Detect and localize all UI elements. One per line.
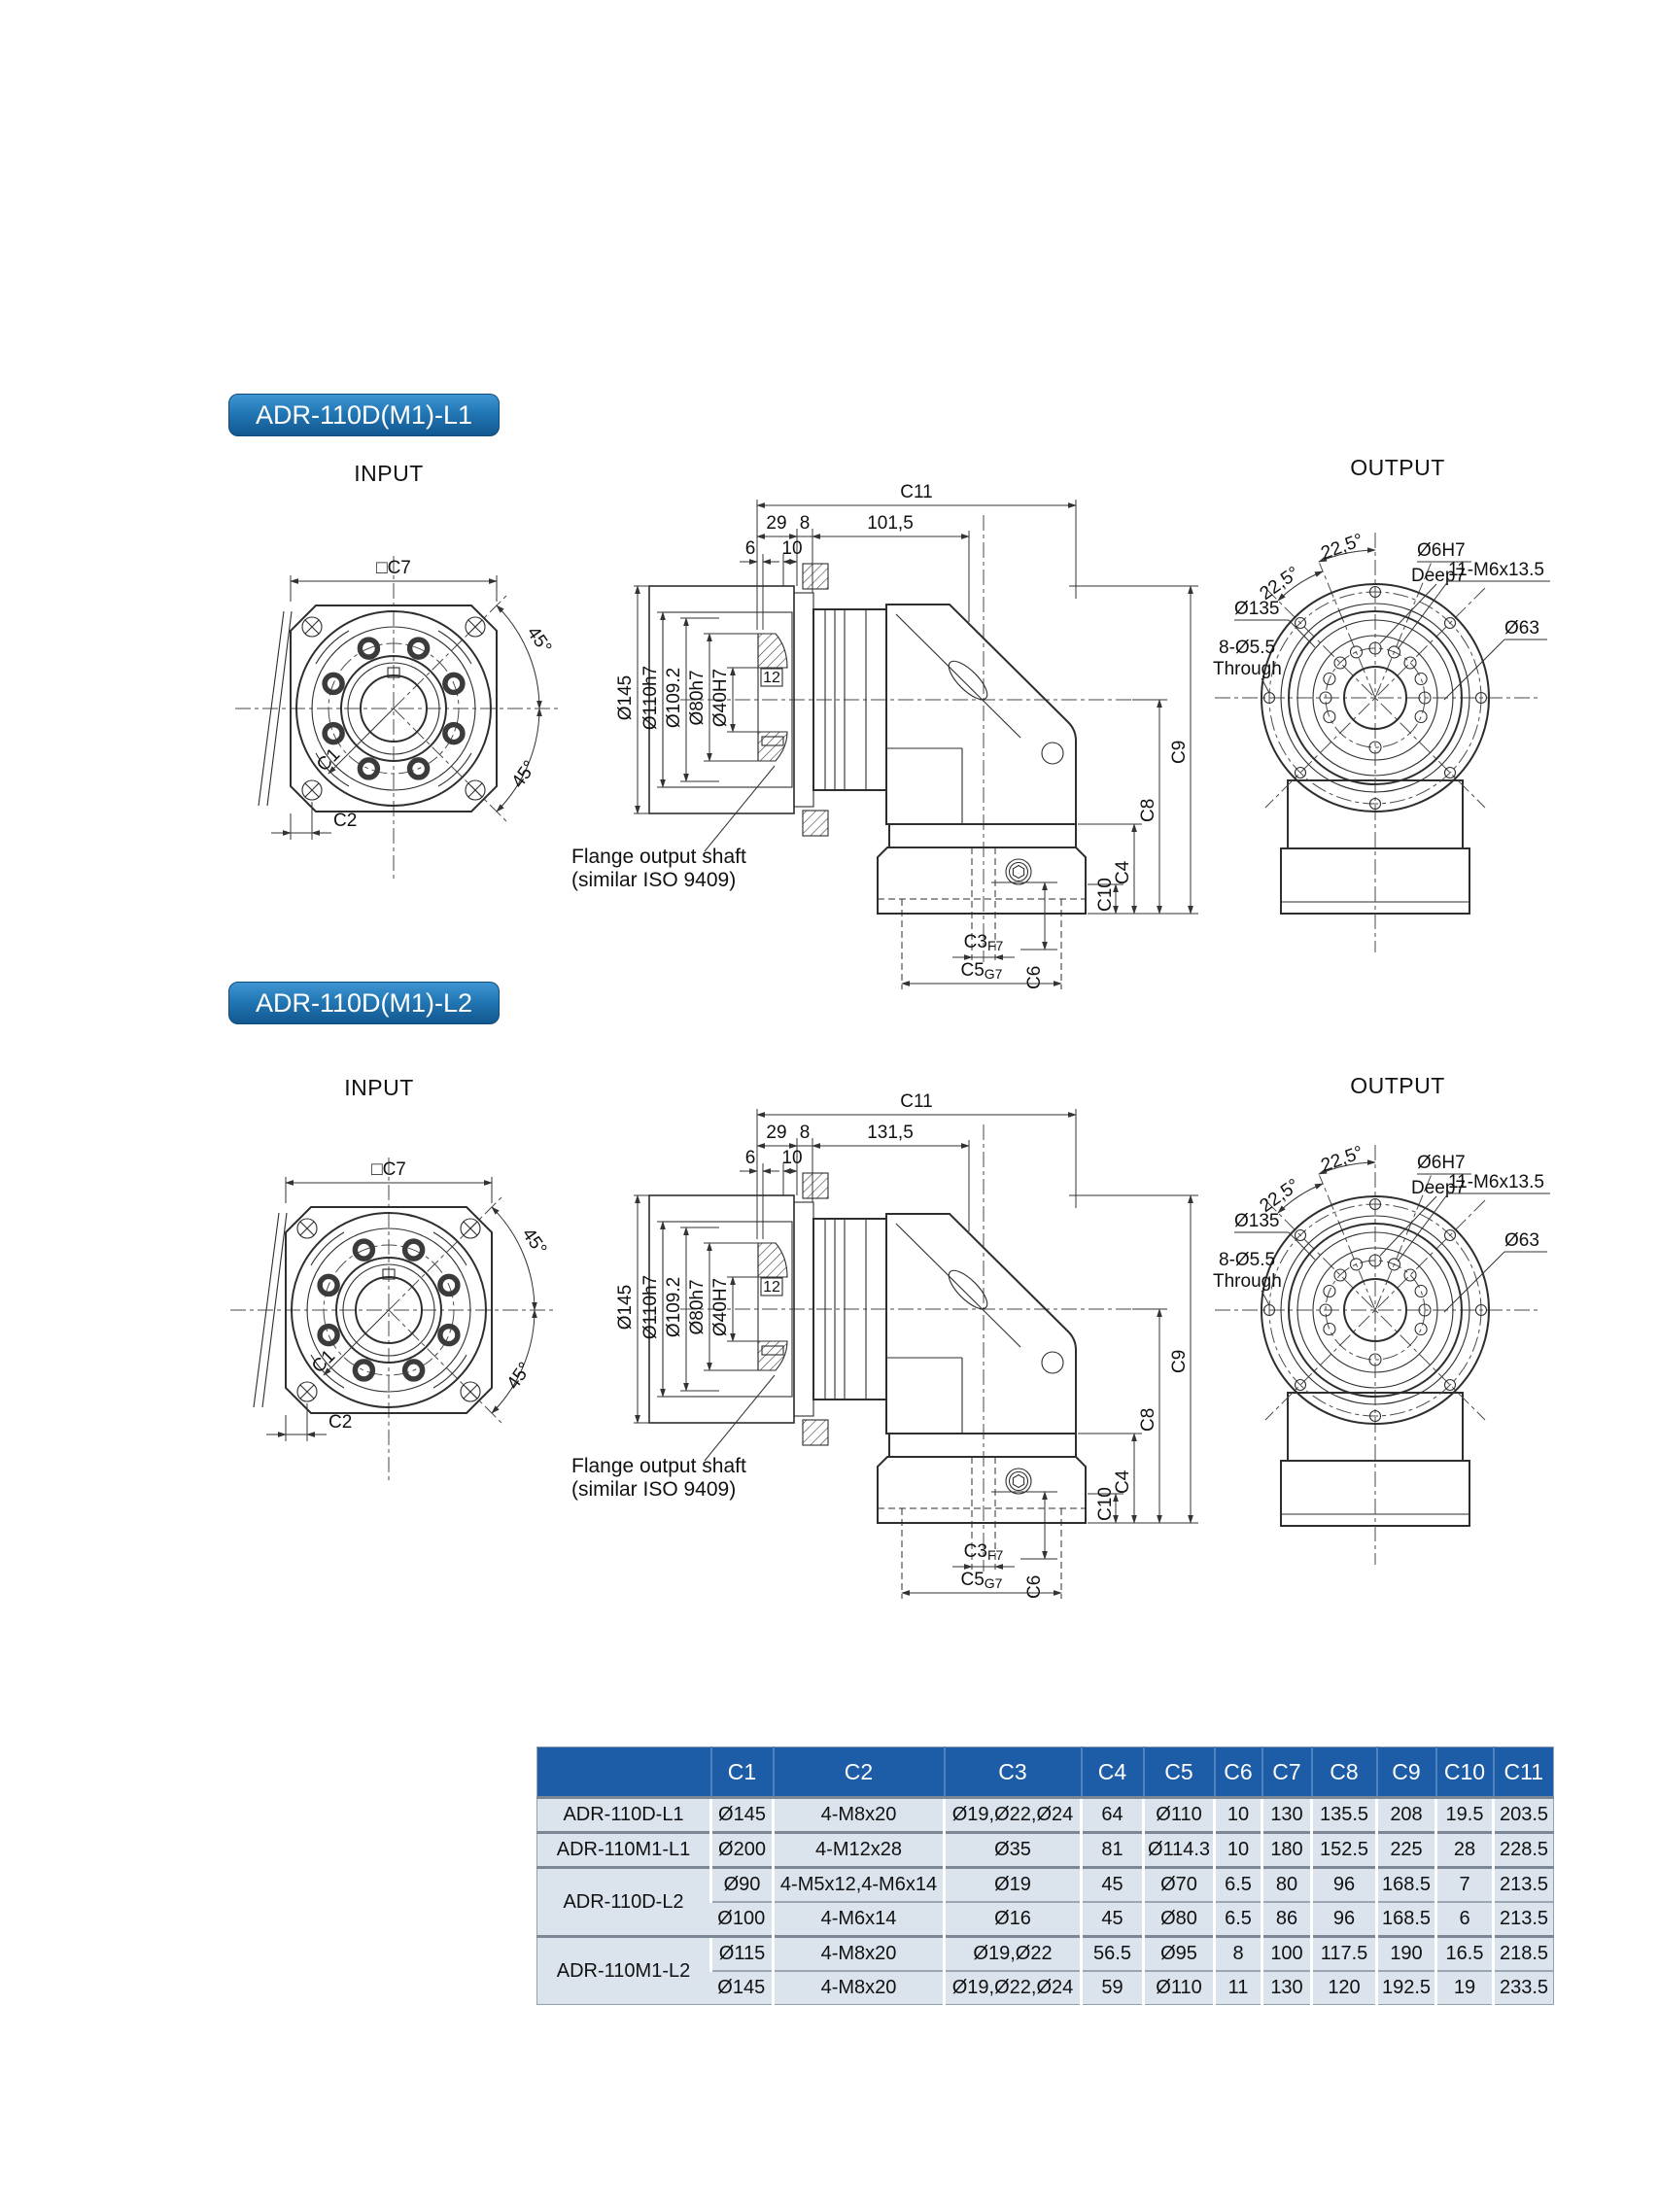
- model-badge-l1-label: ADR-110D(M1)-L1: [255, 400, 473, 430]
- dim-225-a-label: 22,5°: [1256, 563, 1304, 605]
- dim-29-label: 29: [766, 1123, 787, 1143]
- cell: 19: [1436, 1971, 1494, 2005]
- dim-c3-sub: F7: [986, 1547, 1004, 1563]
- dim-length-label: 131,5: [867, 1123, 914, 1143]
- dim-29-label: 29: [766, 513, 787, 534]
- dim-63-label: Ø63: [1504, 1230, 1539, 1251]
- cell: 6.5: [1215, 1868, 1262, 1903]
- table-row: [537, 1937, 1554, 1972]
- cell: Ø145: [711, 1798, 774, 1833]
- output-view-l2: [1205, 1098, 1659, 1584]
- cell: 6.5: [1215, 1902, 1262, 1937]
- cell: 81: [1082, 1833, 1144, 1868]
- dim-80-label: Ø80h7: [687, 1279, 708, 1335]
- cell: 203.5: [1494, 1798, 1554, 1833]
- cell: Ø16: [945, 1902, 1082, 1937]
- header-c6: C6: [1215, 1747, 1262, 1798]
- dim-c1-label: C1: [313, 744, 345, 777]
- cell: 96: [1312, 1868, 1377, 1903]
- dim-c7-label: □C7: [376, 558, 411, 578]
- cell: 59: [1082, 1971, 1144, 2005]
- dim-225-b-label: 22,5°: [1318, 1142, 1366, 1177]
- dim-c7-label: □C7: [371, 1159, 406, 1180]
- model-badge-l2-label: ADR-110D(M1)-L2: [255, 988, 473, 1018]
- cell: 11: [1215, 1971, 1262, 2005]
- dim-135-label: Ø135: [1234, 599, 1280, 619]
- dim-145-label: Ø145: [615, 1284, 636, 1331]
- dim-80-label: Ø80h7: [687, 670, 708, 726]
- section-view-l2: [544, 1066, 1205, 1620]
- cell: 130: [1262, 1798, 1312, 1833]
- cell: 228.5: [1494, 1833, 1554, 1868]
- dimension-table: [536, 1746, 1554, 2005]
- dim-c1-label: C1: [308, 1346, 340, 1378]
- model-badge-l2: [228, 982, 500, 1024]
- dim-c2-label: C2: [333, 811, 358, 831]
- cell: 45: [1082, 1902, 1144, 1937]
- cell: 28: [1436, 1833, 1494, 1868]
- output-view-l1: [1205, 486, 1659, 972]
- dim-through-label: Through: [1213, 1271, 1282, 1292]
- header-c2: C2: [774, 1747, 945, 1798]
- table-row: [537, 1833, 1554, 1868]
- gearbox-section-drawing: [649, 515, 1137, 989]
- header-c11: C11: [1494, 1747, 1554, 1798]
- cell: Ø110: [1144, 1798, 1215, 1833]
- dim-12-label: 12: [763, 1279, 780, 1296]
- output-dimensions: [1213, 1142, 1550, 1312]
- cell: 130: [1262, 1971, 1312, 2005]
- output-view-label-l2: OUTPUT: [1350, 1073, 1445, 1098]
- dim-c11-label: C11: [900, 482, 933, 502]
- dim-length-label: 101,5: [867, 513, 914, 534]
- input-dimensions: [271, 558, 555, 840]
- dim-10-label: 10: [781, 1148, 803, 1168]
- cell: 19.5: [1436, 1798, 1494, 1833]
- dim-8holes-label: 8-Ø5.5: [1219, 1250, 1276, 1270]
- dim-12-label: 12: [763, 670, 780, 686]
- dim-m6-label: 11-M6x13.5: [1448, 1172, 1544, 1192]
- cell: 190: [1377, 1937, 1436, 1972]
- dim-c6-label: C6: [1024, 1574, 1045, 1599]
- table-row: [537, 1868, 1554, 1903]
- dim-deep7-label: Deep7: [1411, 566, 1466, 586]
- dim-c9-label: C9: [1169, 740, 1190, 764]
- dim-m6-label: 11-M6x13.5: [1448, 560, 1544, 580]
- header-c9: C9: [1377, 1747, 1436, 1798]
- cell: 208: [1377, 1798, 1436, 1833]
- dim-c5-label: [961, 960, 1003, 982]
- dim-c3-label: [964, 1541, 1004, 1563]
- input-view-label-l2: INPUT: [344, 1075, 414, 1100]
- dim-c5-sub: G7: [984, 1575, 1003, 1591]
- input-dimensions: [266, 1159, 550, 1441]
- dim-109-label: Ø109.2: [664, 1276, 684, 1338]
- cell: Ø19,Ø22,Ø24: [945, 1971, 1082, 2005]
- cell: 100: [1262, 1937, 1312, 1972]
- cell: 4-M5x12,4-M6x14: [774, 1868, 945, 1903]
- model-cell: ADR-110M1-L2: [537, 1937, 711, 2005]
- cell: 45: [1082, 1868, 1144, 1903]
- dim-6h7-label: Ø6H7: [1417, 1153, 1466, 1173]
- cell: 152.5: [1312, 1833, 1377, 1868]
- cell: Ø19: [945, 1868, 1082, 1903]
- dim-8-label: 8: [799, 513, 811, 534]
- dim-45-top-label: 45°: [517, 1225, 551, 1260]
- input-view-l2: [219, 1121, 578, 1509]
- section-view-l1: [544, 457, 1205, 1011]
- model-cell: ADR-110D-L1: [537, 1798, 711, 1833]
- cell: 4-M8x20: [774, 1971, 945, 2005]
- cell: 225: [1377, 1833, 1436, 1868]
- cell: 213.5: [1494, 1868, 1554, 1903]
- dim-110-label: Ø110h7: [640, 665, 661, 731]
- dim-145-label: Ø145: [615, 674, 636, 721]
- dim-c5-sub: G7: [984, 966, 1003, 982]
- cell: 168.5: [1377, 1902, 1436, 1937]
- cell: 4-M8x20: [774, 1798, 945, 1833]
- cell: Ø200: [711, 1833, 774, 1868]
- dim-c3-main: C3: [963, 1541, 987, 1562]
- dim-c8-label: C8: [1138, 798, 1158, 822]
- dim-c8-label: C8: [1138, 1407, 1158, 1432]
- dim-8-label: 8: [799, 1123, 811, 1143]
- dim-8holes-label: 8-Ø5.5: [1219, 638, 1276, 658]
- dim-c4-label: C4: [1113, 860, 1133, 884]
- cell: 4-M8x20: [774, 1937, 945, 1972]
- cell: 168.5: [1377, 1868, 1436, 1903]
- dim-c4-label: C4: [1113, 1469, 1133, 1494]
- dim-through-label: Through: [1213, 659, 1282, 679]
- header-c10: C10: [1436, 1747, 1494, 1798]
- input-view-l1: [224, 519, 583, 908]
- gearbox-section-drawing: [649, 1124, 1137, 1599]
- cell: Ø115: [711, 1937, 774, 1972]
- flange-note-line2: (similar ISO 9409): [571, 1478, 737, 1501]
- cell: 4-M6x14: [774, 1902, 945, 1937]
- output-view-label-l1: OUTPUT: [1350, 455, 1445, 480]
- cell: Ø145: [711, 1971, 774, 2005]
- dim-6-label: 6: [744, 538, 756, 559]
- header-c8: C8: [1312, 1747, 1377, 1798]
- output-dimensions: [1213, 530, 1550, 700]
- header-c5: C5: [1144, 1747, 1215, 1798]
- cell: 233.5: [1494, 1971, 1554, 2005]
- flange-note-line2: (similar ISO 9409): [571, 869, 737, 891]
- model-cell: ADR-110M1-L1: [537, 1833, 711, 1868]
- input-view-label-l1: INPUT: [354, 461, 424, 486]
- header-c3: C3: [945, 1747, 1082, 1798]
- cell: 96: [1312, 1902, 1377, 1937]
- dim-c5-main: C5: [960, 1570, 985, 1590]
- dim-c2-label: C2: [328, 1412, 353, 1433]
- dim-225-b-label: 22,5°: [1318, 530, 1366, 565]
- dim-40-label: Ø40H7: [710, 668, 731, 728]
- cell: 10: [1215, 1798, 1262, 1833]
- dim-110-label: Ø110h7: [640, 1274, 661, 1340]
- cell: Ø80: [1144, 1902, 1215, 1937]
- cell: Ø95: [1144, 1937, 1215, 1972]
- header-model: [537, 1747, 711, 1798]
- table-row: [537, 1798, 1554, 1833]
- dim-45-bottom-label: 45°: [502, 1359, 536, 1394]
- cell: Ø100: [711, 1902, 774, 1937]
- cell: 10: [1215, 1833, 1262, 1868]
- dim-deep7-label: Deep7: [1411, 1178, 1466, 1198]
- cell: 7: [1436, 1868, 1494, 1903]
- dim-225-a-label: 22,5°: [1256, 1175, 1304, 1217]
- cell: Ø114.3: [1144, 1833, 1215, 1868]
- dim-135-label: Ø135: [1234, 1211, 1280, 1231]
- input-flange-drawing: [235, 556, 559, 881]
- dim-c10-label: C10: [1095, 1487, 1116, 1521]
- cell: 180: [1262, 1833, 1312, 1868]
- cell: 64: [1082, 1798, 1144, 1833]
- header-c4: C4: [1082, 1747, 1144, 1798]
- dim-c5-main: C5: [960, 960, 985, 981]
- cell: Ø19,Ø22,Ø24: [945, 1798, 1082, 1833]
- dim-10-label: 10: [781, 538, 803, 559]
- cell: 4-M12x28: [774, 1833, 945, 1868]
- cell: 8: [1215, 1937, 1262, 1972]
- dim-40-label: Ø40H7: [710, 1277, 731, 1337]
- dim-6h7-label: Ø6H7: [1417, 540, 1466, 561]
- dim-45-bottom-label: 45°: [507, 757, 541, 792]
- dim-63-label: Ø63: [1504, 618, 1539, 639]
- dim-c3-main: C3: [963, 932, 987, 952]
- dim-c10-label: C10: [1095, 878, 1116, 912]
- header-c1: C1: [711, 1747, 774, 1798]
- cell: Ø35: [945, 1833, 1082, 1868]
- cell: 56.5: [1082, 1937, 1144, 1972]
- cell: 6: [1436, 1902, 1494, 1937]
- cell: Ø110: [1144, 1971, 1215, 2005]
- cell: 120: [1312, 1971, 1377, 2005]
- dim-c11-label: C11: [900, 1091, 933, 1112]
- dim-45-top-label: 45°: [522, 623, 556, 658]
- cell: 80: [1262, 1868, 1312, 1903]
- cell: 192.5: [1377, 1971, 1436, 2005]
- dim-c6-label: C6: [1024, 965, 1045, 989]
- cell: 218.5: [1494, 1937, 1554, 1972]
- cell: 16.5: [1436, 1937, 1494, 1972]
- dim-109-label: Ø109.2: [664, 667, 684, 729]
- input-flange-drawing: [230, 1158, 554, 1482]
- dim-c3-sub: F7: [986, 938, 1004, 953]
- cell: Ø70: [1144, 1868, 1215, 1903]
- dim-c3-label: [964, 932, 1004, 953]
- cell: 117.5: [1312, 1937, 1377, 1972]
- cell: Ø19,Ø22: [945, 1937, 1082, 1972]
- model-cell: ADR-110D-L2: [537, 1868, 711, 1937]
- table-header-row: [537, 1747, 1554, 1798]
- flange-note-line1: Flange output shaft: [571, 846, 746, 868]
- model-badge-l1: [228, 394, 500, 436]
- dim-6-label: 6: [744, 1148, 756, 1168]
- cell: 213.5: [1494, 1902, 1554, 1937]
- dim-c5-label: [961, 1570, 1003, 1591]
- cell: 86: [1262, 1902, 1312, 1937]
- cell: Ø90: [711, 1868, 774, 1903]
- cell: 135.5: [1312, 1798, 1377, 1833]
- dim-c9-label: C9: [1169, 1349, 1190, 1373]
- header-c7: C7: [1262, 1747, 1312, 1798]
- flange-note-line1: Flange output shaft: [571, 1455, 746, 1477]
